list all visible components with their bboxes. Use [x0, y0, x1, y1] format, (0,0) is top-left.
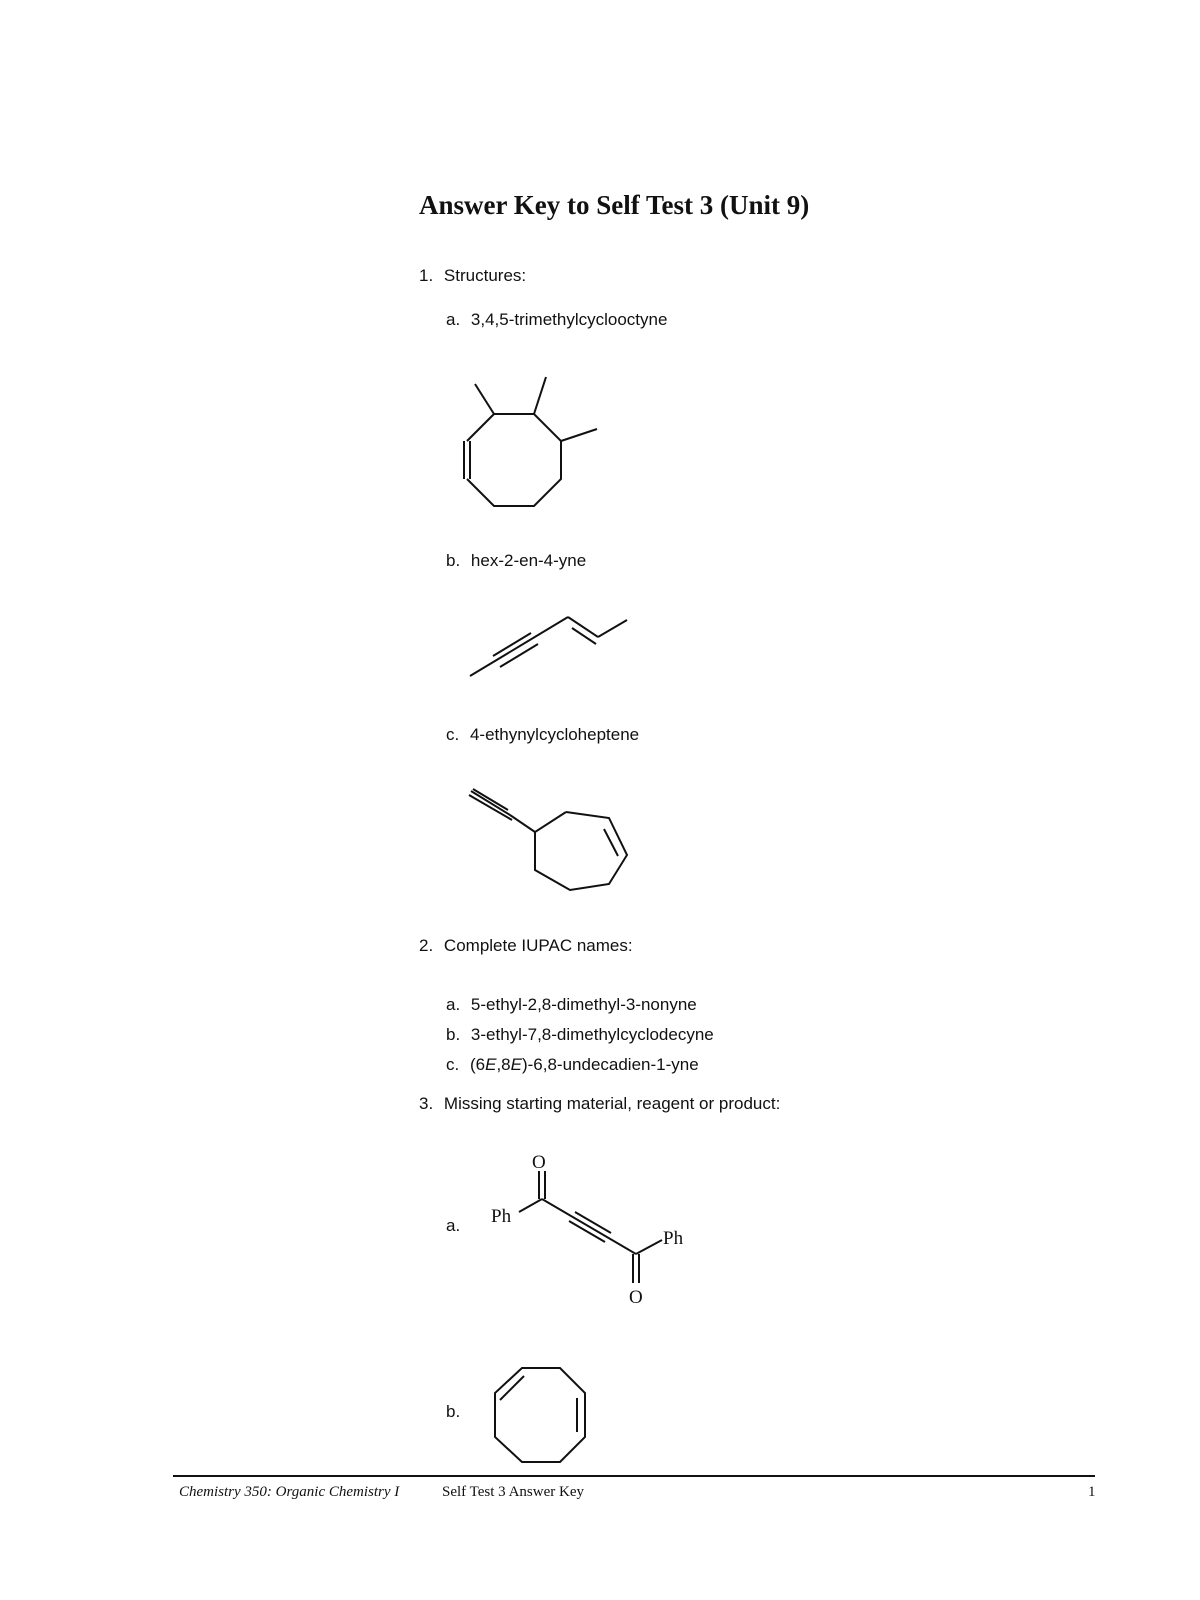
q2c-suffix: )-6,8-undecadien-1-yne [521, 1055, 699, 1074]
q2b-label: b. [446, 1025, 461, 1044]
q2b-name: 3-ethyl-7,8-dimethylcyclodecyne [470, 1025, 714, 1044]
q2c-label: c. [446, 1055, 460, 1074]
footer-course: Chemistry 350: Organic Chemistry I [179, 1484, 400, 1500]
q3a-phenyl-left: Ph [491, 1206, 512, 1227]
q2c-mid: ,8 [496, 1055, 511, 1074]
q1b-name: hex-2-en-4-yne [470, 551, 587, 570]
q1b-label: b. [446, 551, 461, 570]
page-title: Answer Key to Self Test 3 (Unit 9) [419, 190, 810, 220]
q1a-label: a. [446, 310, 461, 329]
q2a-label: a. [446, 995, 461, 1014]
q3a-label: a. [446, 1216, 461, 1235]
q3-heading-text: Missing starting material, reagent or product: [443, 1094, 781, 1113]
q2-heading-text: Complete IUPAC names: [443, 936, 633, 955]
q1a-name: 3,4,5-trimethylcyclooctyne [470, 310, 668, 329]
q1-heading-text: Structures: [443, 266, 527, 285]
footer-doc-title: Self Test 3 Answer Key [442, 1484, 584, 1500]
q1c-name: 4-ethynylcycloheptene [469, 725, 640, 744]
q1-number: 1. [419, 266, 434, 285]
q3a-oxygen-bottom: O [629, 1287, 643, 1308]
q1c-label: c. [446, 725, 460, 744]
q3a-oxygen-top: O [532, 1152, 546, 1173]
q3-number: 3. [419, 1094, 434, 1113]
q2c-stereo-1: E [485, 1055, 497, 1074]
q2a-name: 5-ethyl-2,8-dimethyl-3-nonyne [470, 995, 697, 1014]
q2-number: 2. [419, 936, 434, 955]
q2c-stereo-2: E [510, 1055, 522, 1074]
q2c-prefix: (6 [469, 1055, 486, 1074]
footer-rule [173, 1475, 1095, 1477]
footer-page-number: 1 [1088, 1484, 1096, 1500]
q3a-phenyl-right: Ph [663, 1228, 684, 1249]
q3b-label: b. [446, 1402, 461, 1421]
